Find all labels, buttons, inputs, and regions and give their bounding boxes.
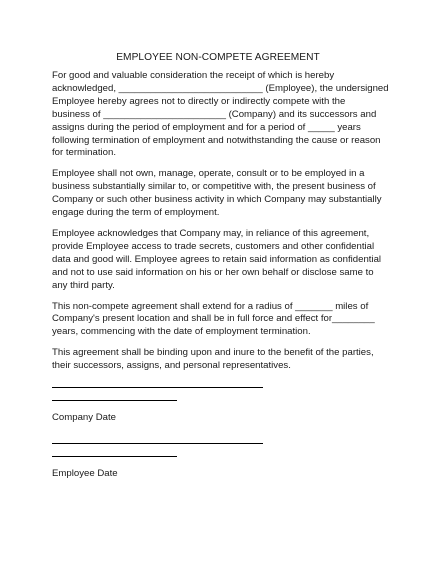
- text-line: Company or such other business activity in which Company may substantially: [52, 194, 382, 206]
- text-line: business substantially similar to, or competitive with, the present business of: [52, 181, 376, 193]
- text-line: years, commencing with the date of employment termination.: [52, 326, 311, 338]
- company-date-line: [52, 400, 177, 401]
- text-line: for termination.: [52, 147, 116, 159]
- text-line: Company's present location and shall be in full force and effect for________: [52, 313, 375, 325]
- text-line: Employee acknowledges that Company may, in reliance of this agreement,: [52, 227, 370, 239]
- text-line: assigns during the period of employment and for a period of _____ years: [52, 121, 361, 133]
- text-line: data and good will. Employee agrees to retain said information as confidential: [52, 253, 382, 265]
- company-signature-block: [52, 387, 384, 424]
- paragraph-restrictions: [52, 168, 384, 220]
- text-line: This non-compete agreement shall extend for a radius of _______ miles of: [52, 300, 369, 312]
- text-line: Employee shall not own, manage, operate, consult or to be employed in a: [52, 168, 365, 180]
- text-line: and not to use said information on his or her own behalf or disclose same to: [52, 266, 374, 278]
- text-line: following termination of employment and notwithstanding the cause or reason: [52, 134, 381, 146]
- text-line: business of _______________________ (Company) and its successors and: [52, 108, 377, 120]
- employee-date-label: Employee Date: [52, 468, 118, 480]
- employee-date-line: [52, 456, 177, 457]
- paragraph-radius: [52, 301, 384, 340]
- text-line: engage during the term of employment.: [52, 207, 220, 219]
- text-line: This agreement shall be binding upon and inure to the benefit of the parties,: [52, 347, 374, 359]
- company-date-label: Company Date: [52, 412, 116, 424]
- text-line: Employee hereby agrees not to directly or indirectly compete with the: [52, 95, 346, 107]
- text-line: any third party.: [52, 279, 115, 291]
- paragraph-binding: [52, 347, 384, 373]
- text-line: For good and valuable consideration the receipt of which is hereby: [52, 70, 335, 81]
- employee-signature-block: [52, 443, 384, 480]
- document-title: EMPLOYEE NON-COMPETE AGREEMENT: [116, 52, 320, 63]
- text-line: acknowledged, ___________________________ (Employee), the undersigned: [52, 82, 389, 94]
- text-line: provide Employee access to trade secrets, customers and other confidential: [52, 240, 375, 252]
- company-signature-line: [52, 387, 263, 388]
- employee-signature-line: [52, 443, 263, 444]
- paragraph-confidentiality: [52, 228, 384, 293]
- text-line: their successors, assigns, and personal representatives.: [52, 360, 291, 372]
- paragraph-consideration: [52, 70, 389, 160]
